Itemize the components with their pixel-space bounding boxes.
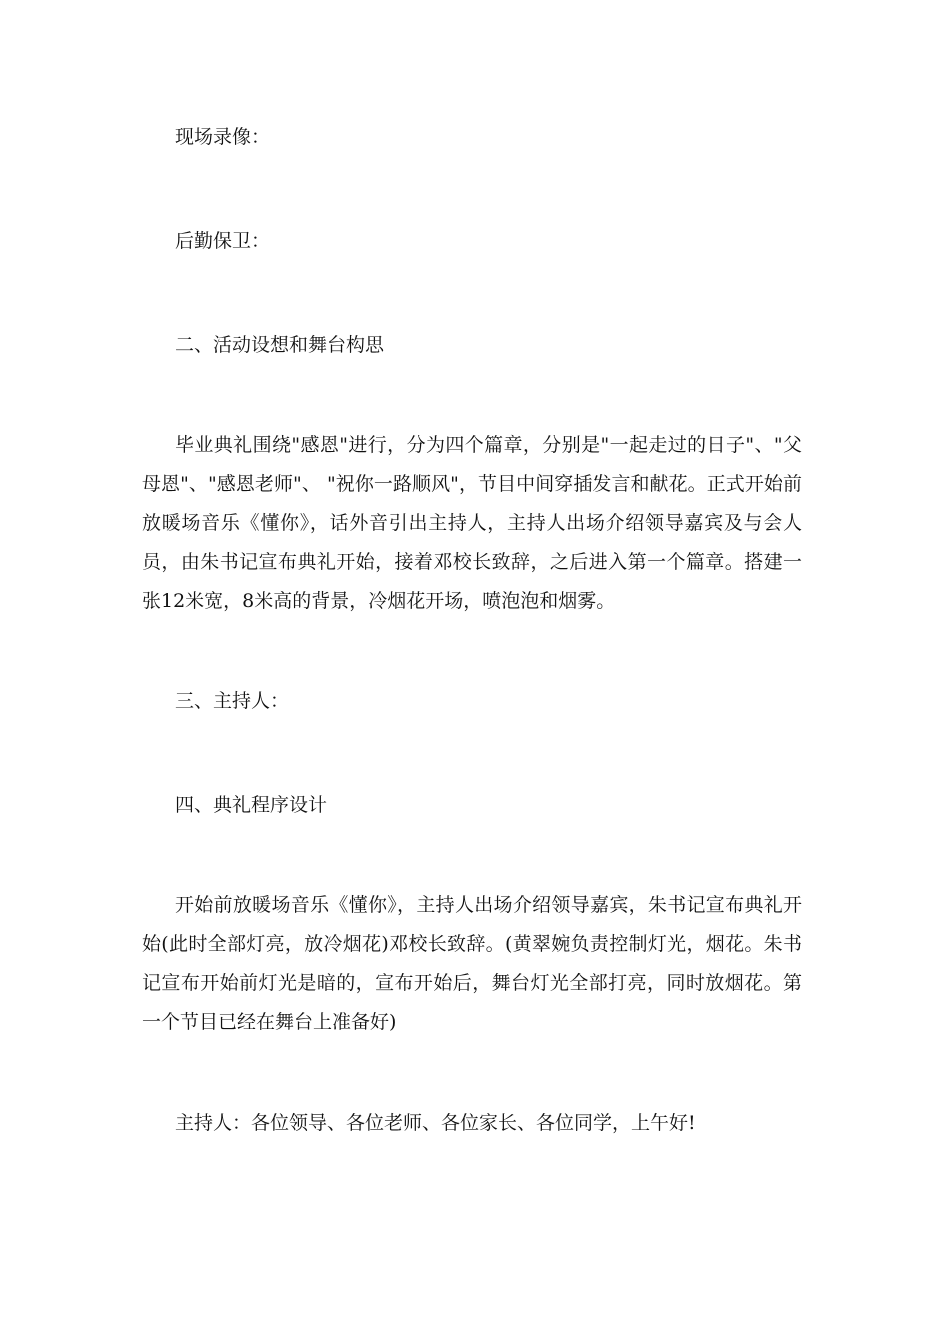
paragraph-logistics-security: 后勤保卫： xyxy=(175,230,271,252)
paragraph-host-greeting: 主持人：各位领导、各位老师、各位家长、各位同学，上午好! xyxy=(175,1112,696,1134)
paragraph-video-recording: 现场录像： xyxy=(175,126,271,148)
heading-section-two: 二、活动设想和舞台构思 xyxy=(175,334,385,356)
heading-section-three: 三、主持人： xyxy=(175,690,290,712)
paragraph-ceremony-procedure: 开始前放暖场音乐《懂你》，主持人出场介绍领导嘉宾，朱书记宣布典礼开始(此时全部灯亮，放冷烟花)邓校长致辞。(黄翠婉负责控制灯光，烟花。朱书记宣布开始前灯光是暗的，宣布开始后，舞台灯光全部打亮，同时放烟花。第一个节目已经在舞台上准备好) xyxy=(142,894,802,1033)
paragraph-activity-concept: 毕业典礼围绕"感恩"进行，分为四个篇章，分别是"一起走过的日子"、"父母恩"、"感恩老师"、 "祝你一路顺风"，节目中间穿插发言和献花。正式开始前放暖场音乐《懂你》，话外音引出主持人，主持人出场介绍领导嘉宾及与会人员，由朱书记宣布典礼开始，接着邓校长致辞，之后进入第一个篇章。搭建一张12米宽，8米高的背景，冷烟花开场，喷泡泡和烟雾。 xyxy=(142,434,802,612)
heading-section-four: 四、典礼程序设计 xyxy=(175,794,328,816)
